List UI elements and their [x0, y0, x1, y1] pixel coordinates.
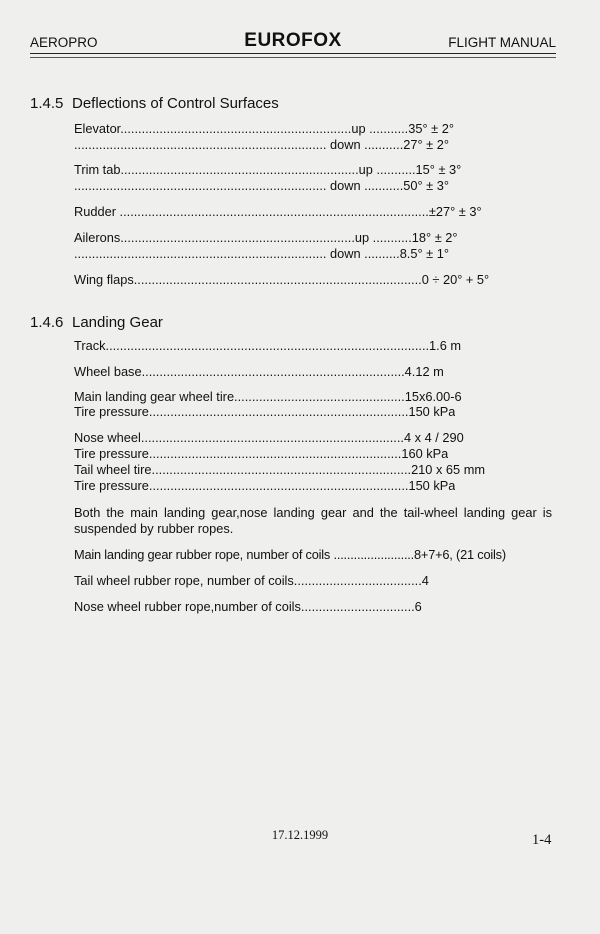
spec-line: Track...........................................................................................1.6 m — [74, 338, 462, 353]
spec-line: Tail wheel tire.........................................................................210 x 65 mm — [74, 462, 486, 477]
spec-line: ....................................................................... down ..........8.5° ± 1° — [74, 246, 449, 261]
spec-line: Wheel base..........................................................................4.12 m — [74, 364, 444, 379]
spec-line: Trim tab...................................................................up ...........15° ± 3° — [74, 162, 462, 177]
footer-date: 17.12.1999 — [271, 828, 329, 842]
section-heading-146 — [30, 314, 163, 331]
page-number: 1-4 — [532, 832, 552, 848]
header-title: EUROFOX — [244, 30, 342, 51]
section-number: 1.4.5 — [30, 95, 64, 112]
section-title: Landing Gear — [72, 314, 163, 331]
suspension-paragraph: Both the main landing gear,nose landing gear and the tail-wheel landing gear is suspended by rubber ropes. — [74, 505, 552, 536]
header-rule-thin — [30, 57, 556, 58]
spec-line: Main landing gear wheel tire................................................15x6.00-6 — [74, 389, 462, 404]
coil-line: Tail wheel rubber rope, number of coils....................................4 — [74, 573, 429, 588]
coil-line: Nose wheel rubber rope,number of coils................................6 — [74, 599, 422, 614]
header-right: FLIGHT MANUAL — [448, 35, 556, 50]
section-heading-145 — [30, 95, 279, 112]
spec-line: ....................................................................... down ...........50° ± 3° — [74, 178, 449, 193]
spec-line: Rudder .......................................................................................±27° ± 3° — [74, 204, 482, 219]
coil-line: Main landing gear rubber rope, number of coils ........................8+7+6, (21 coils) — [74, 547, 506, 562]
spec-line: ....................................................................... down ...........27° ± 2° — [74, 137, 449, 152]
spec-line: Wing flaps.................................................................................0 ÷ 20° + 5° — [74, 272, 490, 287]
section-title: Deflections of Control Surfaces — [72, 95, 279, 112]
spec-line: Tire pressure.........................................................................150 kPa — [74, 478, 456, 493]
section-number: 1.4.6 — [30, 314, 64, 331]
header-left: AEROPRO — [30, 35, 98, 50]
spec-line: Elevator.................................................................up ...........35° ± 2° — [74, 121, 454, 136]
spec-line: Ailerons..................................................................up ...........18° ± 2° — [74, 230, 458, 245]
spec-line: Tire pressure.........................................................................150 kPa — [74, 404, 456, 419]
header-rule — [30, 53, 556, 54]
page-header — [30, 28, 556, 52]
spec-line: Nose wheel..........................................................................4 x 4 / 290 — [74, 430, 464, 445]
spec-line: Tire pressure.......................................................................160 kPa — [74, 446, 449, 461]
